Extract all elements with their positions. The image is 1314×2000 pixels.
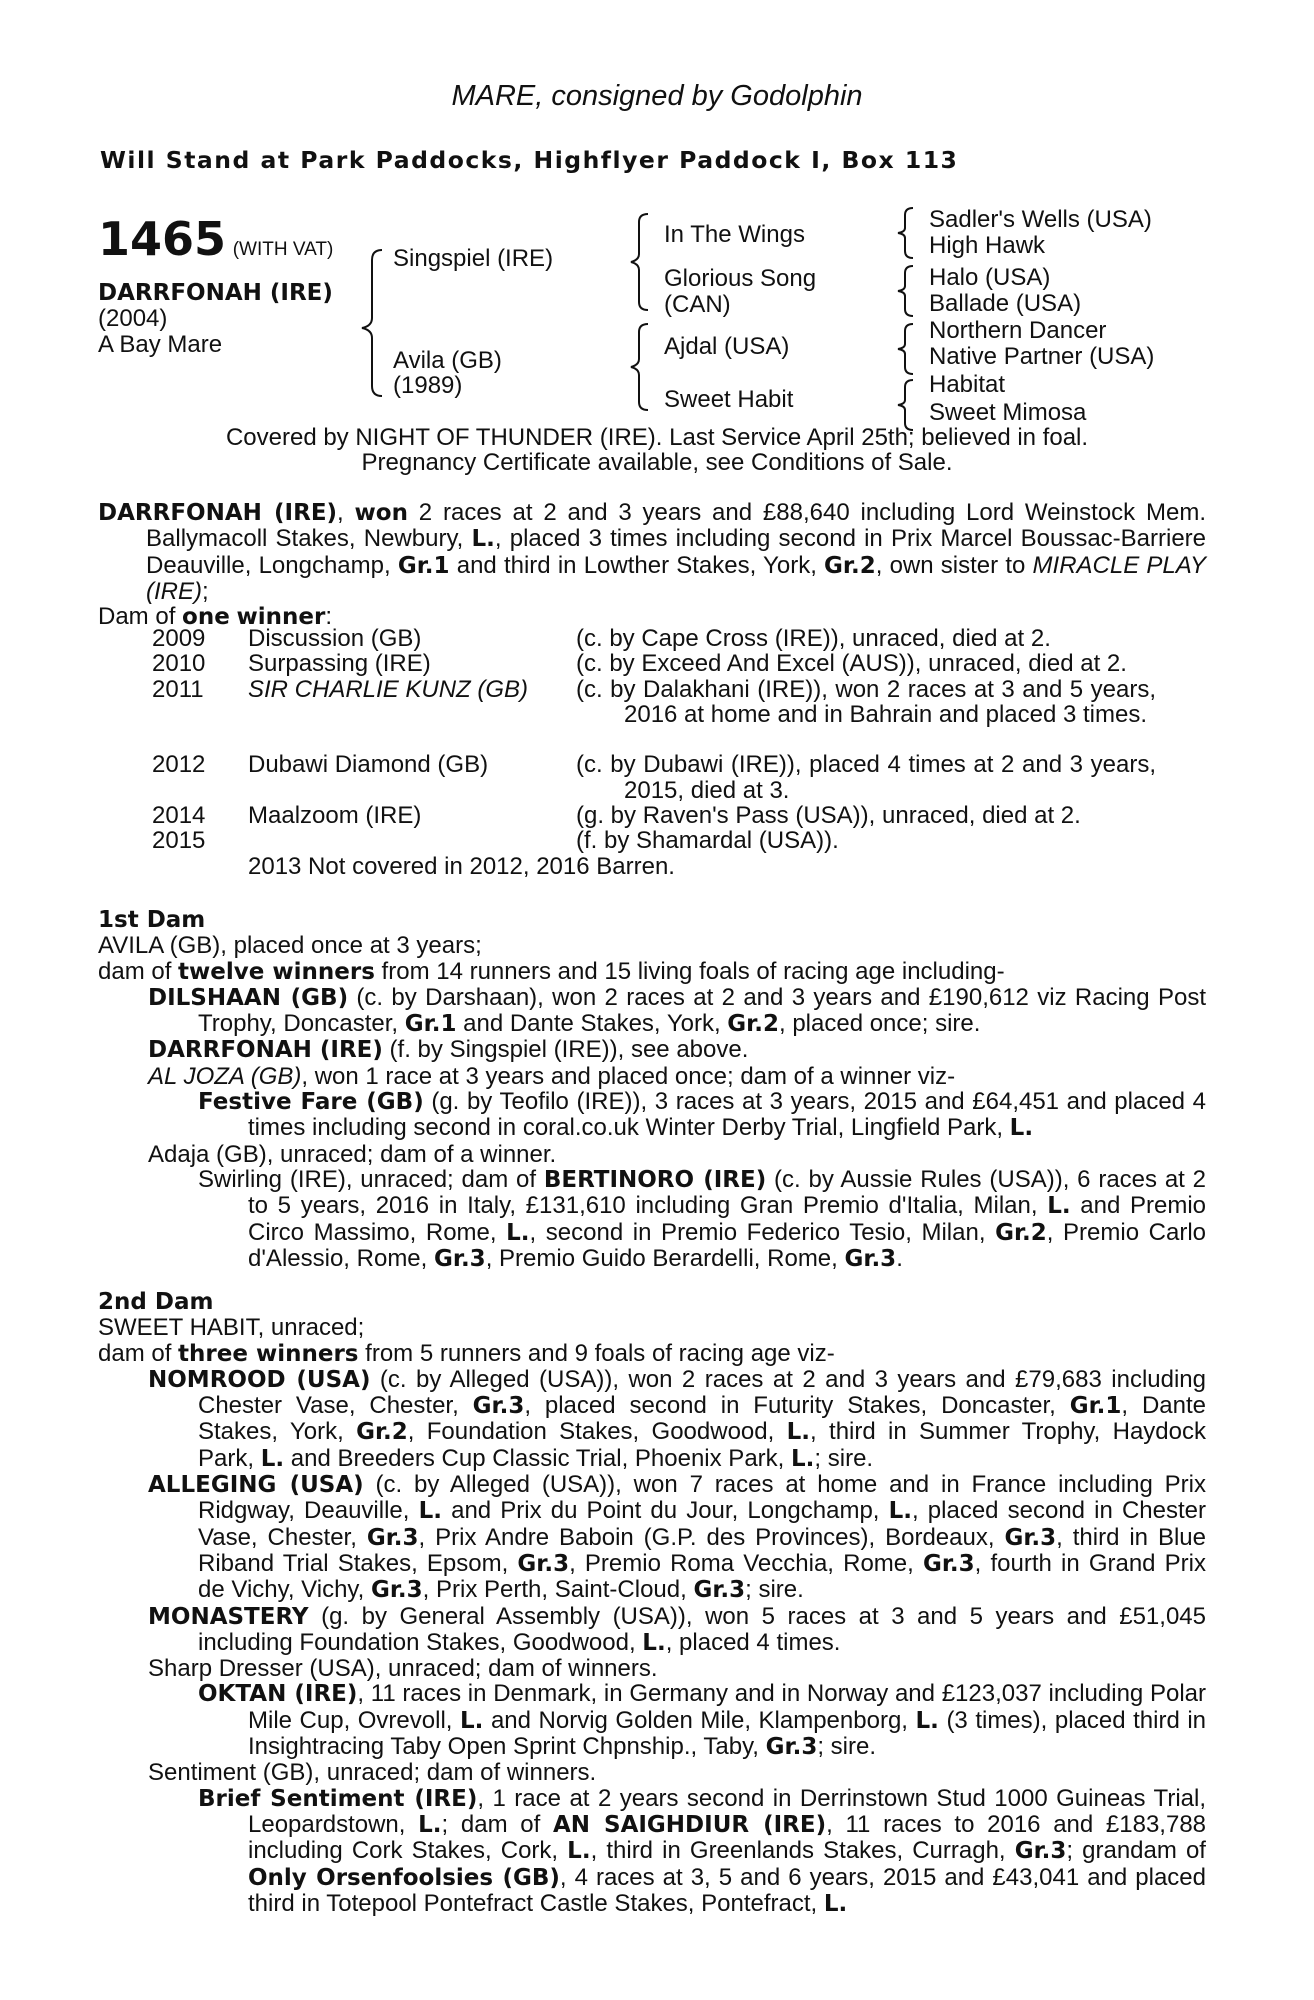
pedigree-bracket-1 (360, 248, 390, 398)
second-dam-summary: dam of three winners from 5 runners and 9 foals of racing age viz- (98, 1339, 835, 1367)
pedigree-dsd: Native Partner (USA) (929, 343, 1155, 370)
stand-location: Will Stand at Park Paddocks, Highflyer Paddock I, Box 113 (100, 146, 959, 174)
pedigree-sire-dam: Glorious Song (664, 265, 817, 292)
produce-row: 2012 Dubawi Diamond (GB) (c. by Dubawi (IRE)), placed 4 times at 2 and 3 years, 2015, died at 3. (152, 751, 1156, 804)
pedigree-bracket-4 (895, 206, 919, 260)
progeny-entry: Sentiment (GB), unraced; dam of winners. (148, 1759, 597, 1787)
produce-row: 2011 SIR CHARLIE KUNZ (GB) (c. by Dalakhani (IRE)), won 2 races at 3 and 5 years, 2016 at home and in Bahrain and placed 3 times. (152, 675, 1156, 728)
progeny-entry: DARRFONAH (IRE) (f. by Singspiel (IRE)), see above. (148, 1036, 749, 1064)
lot-foaled: (2004) (98, 305, 168, 332)
pedigree-sire-dam-country: (CAN) (664, 291, 731, 318)
produce-row: 2009 Discussion (GB) (c. by Cape Cross (IRE)), unraced, died at 2. (152, 625, 1051, 652)
progeny-entry: Sharp Dresser (USA), unraced; dam of winners. (148, 1655, 658, 1683)
lot-summary (98, 500, 1206, 630)
first-dam-line: AVILA (GB), placed once at 3 years; (98, 932, 482, 960)
second-dam-section (98, 1290, 1206, 1917)
pedigree-sds: Halo (USA) (929, 264, 1051, 291)
pedigree-sire-sire: In The Wings (664, 221, 805, 248)
lot-number: 1465 (98, 212, 227, 266)
pedigree-bracket-2 (628, 212, 654, 312)
pedigree-ssd: High Hawk (929, 232, 1046, 259)
pedigree-dam: Avila (GB) (393, 347, 502, 374)
first-dam-heading: 1st Dam (98, 907, 206, 933)
pedigree-ddd: Sweet Mimosa (929, 399, 1087, 426)
second-dam-line: SWEET HABIT, unraced; (98, 1314, 365, 1342)
first-dam-summary: dam of twelve winners from 14 runners and 15 living foals of racing age including- (98, 957, 1005, 985)
second-dam-heading: 2nd Dam (98, 1289, 214, 1315)
pedigree-dss: Northern Dancer (929, 317, 1107, 344)
pedigree-dam-year: (1989) (393, 372, 463, 399)
progeny-entry: MONASTERY (g. by General Assembly (USA)), won 5 races at 3 and 5 years and £51,045 including Foundation Stakes, Goodwood, L., placed 4 times. (148, 1602, 1206, 1656)
progeny-entry: Festive Fare (GB) (g. by Teofilo (IRE)), 3 races at 3 years, 2015 and £64,451 and placed 4 times including second in coral.co.uk Winter Derby Trial, Lingfield Park, L. (198, 1088, 1206, 1142)
progeny-entry: OKTAN (IRE), 11 races in Denmark, in Germany and in Norway and £123,037 including Polar Mile Cup, Ovrevoll, L. and Norvig Golden Mile, Klampenborg, L. (3 times), placed third in Insightracing Taby Open Sprint Chpnship., Taby, Gr.3; sire. (198, 1680, 1207, 1761)
pedigree-bracket-3 (628, 322, 654, 412)
pregnancy-certificate: Pregnancy Certificate available, see Conditions of Sale. (361, 449, 953, 476)
pedigree-sdd: Ballade (USA) (929, 290, 1082, 317)
progeny-entry: Brief Sentiment (IRE), 1 race at 2 years second in Derrinstown Stud 1000 Guineas Trial, Leopardstown, L.; dam of AN SAIGHDIUR (IRE), 11 races to 2016 and £183,788 including Cork Stakes, Cork, L., third in Greenlands Stakes, Curragh, Gr.3; grandam of Only Orsenfoolsies (GB), 4 races at 3, 5 and 6 years, 2015 and £43,041 and placed third in Totepool Pontefract Castle Stakes, Pontefract, L. (198, 1784, 1207, 1917)
produce-row: 2014 Maalzoom (IRE) (g. by Raven's Pass (USA)), unraced, died at 2. (152, 802, 1081, 830)
progeny-entry: ALLEGING (USA) (c. by Alleged (USA)), won 7 races at home and in France including Prix Ridgway, Deauville, L. and Prix du Point du Jour, Longchamp, L., placed second in Chester Vase, Chester, Gr.3, Prix Andre Baboin (G.P. des Provinces), Bordeaux, Gr.3, third in Blue Riband Trial Stakes, Epsom, Gr.3, Premio Roma Vecchia, Rome, Gr.3, fourth in Grand Prix de Vichy, Vichy, Gr.3, Prix Perth, Saint-Cloud, Gr.3; sire. (148, 1471, 1207, 1604)
progeny-entry: DILSHAAN (GB) (c. by Darshaan), won 2 races at 2 and 3 years and £190,612 viz Racing Post Trophy, Doncaster, Gr.1 and Dante Stakes, York, Gr.2, placed once; sire. (148, 983, 1206, 1038)
progeny-entry: Swirling (IRE), unraced; dam of BERTINORO (IRE) (c. by Aussie Rules (USA)), 6 races at 2 to 5 years, 2016 in Italy, £131,610 including Gran Premio d'Italia, Milan, L. and Premio Circo Massimo, Rome, L., second in Premio Federico Tesio, Milan, Gr.2, Premio Carlo d'Alessio, Rome, Gr.3, Premio Guido Berardelli, Rome, Gr.3. (198, 1165, 1207, 1272)
vat-label: (WITH VAT) (232, 239, 334, 260)
lot-summary-text: DARRFONAH (IRE), won 2 races at 2 and 3 years and £88,640 including Lord Weinstock Mem. Ballymacoll Stakes, Newbury, L., placed 3 times including second in Prix Marcel Boussac-Barriere Deauville, Longchamp, Gr.1 and third in Lowther Stakes, York, Gr.2, own sister to MIRACLE PLAY (IRE); (98, 499, 1207, 605)
pedigree-dam-sire: Ajdal (USA) (664, 333, 790, 360)
produce-note: 2013 Not covered in 2012, 2016 Barren. (248, 852, 675, 880)
first-dam-section (98, 908, 1206, 1272)
progeny-entry: AL JOZA (GB), won 1 race at 3 years and placed once; dam of a winner viz- (148, 1062, 956, 1090)
pedigree-sire: Singspiel (IRE) (393, 245, 554, 272)
pedigree-bracket-5 (895, 264, 919, 318)
consignment-title: MARE, consigned by Godolphin (451, 80, 863, 112)
produce-table (98, 626, 1206, 879)
lot-number-line (98, 212, 334, 266)
covered-by: Covered by NIGHT OF THUNDER (IRE). Last Service April 25th; believed in foal. (225, 424, 1089, 451)
produce-row: 2015 (f. by Shamardal (USA)). (152, 827, 839, 855)
progeny-entry: Adaja (GB), unraced; dam of a winner. (148, 1140, 557, 1168)
pedigree-bracket-6 (895, 322, 919, 376)
lot-name: DARRFONAH (IRE) (98, 280, 333, 306)
lot-description: A Bay Mare (98, 331, 223, 358)
pedigree-dds: Habitat (929, 371, 1006, 398)
dam-of-line: Dam of one winner: (98, 603, 332, 631)
progeny-entry: NOMROOD (USA) (c. by Alleged (USA)), won 2 races at 2 and 3 years and £79,683 including Chester Vase, Chester, Gr.3, placed second in Futurity Stakes, Doncaster, Gr.1, Dante Stakes, York, Gr.2, Foundation Stakes, Goodwood, L., third in Summer Trophy, Haydock Park, L. and Breeders Cup Classic Trial, Phoenix Park, L.; sire. (148, 1365, 1206, 1472)
pedigree-sss: Sadler's Wells (USA) (929, 206, 1152, 233)
produce-row: 2010 Surpassing (IRE) (c. by Exceed And Excel (AUS)), unraced, died at 2. (152, 650, 1127, 678)
pedigree-dam-dam: Sweet Habit (664, 386, 794, 413)
